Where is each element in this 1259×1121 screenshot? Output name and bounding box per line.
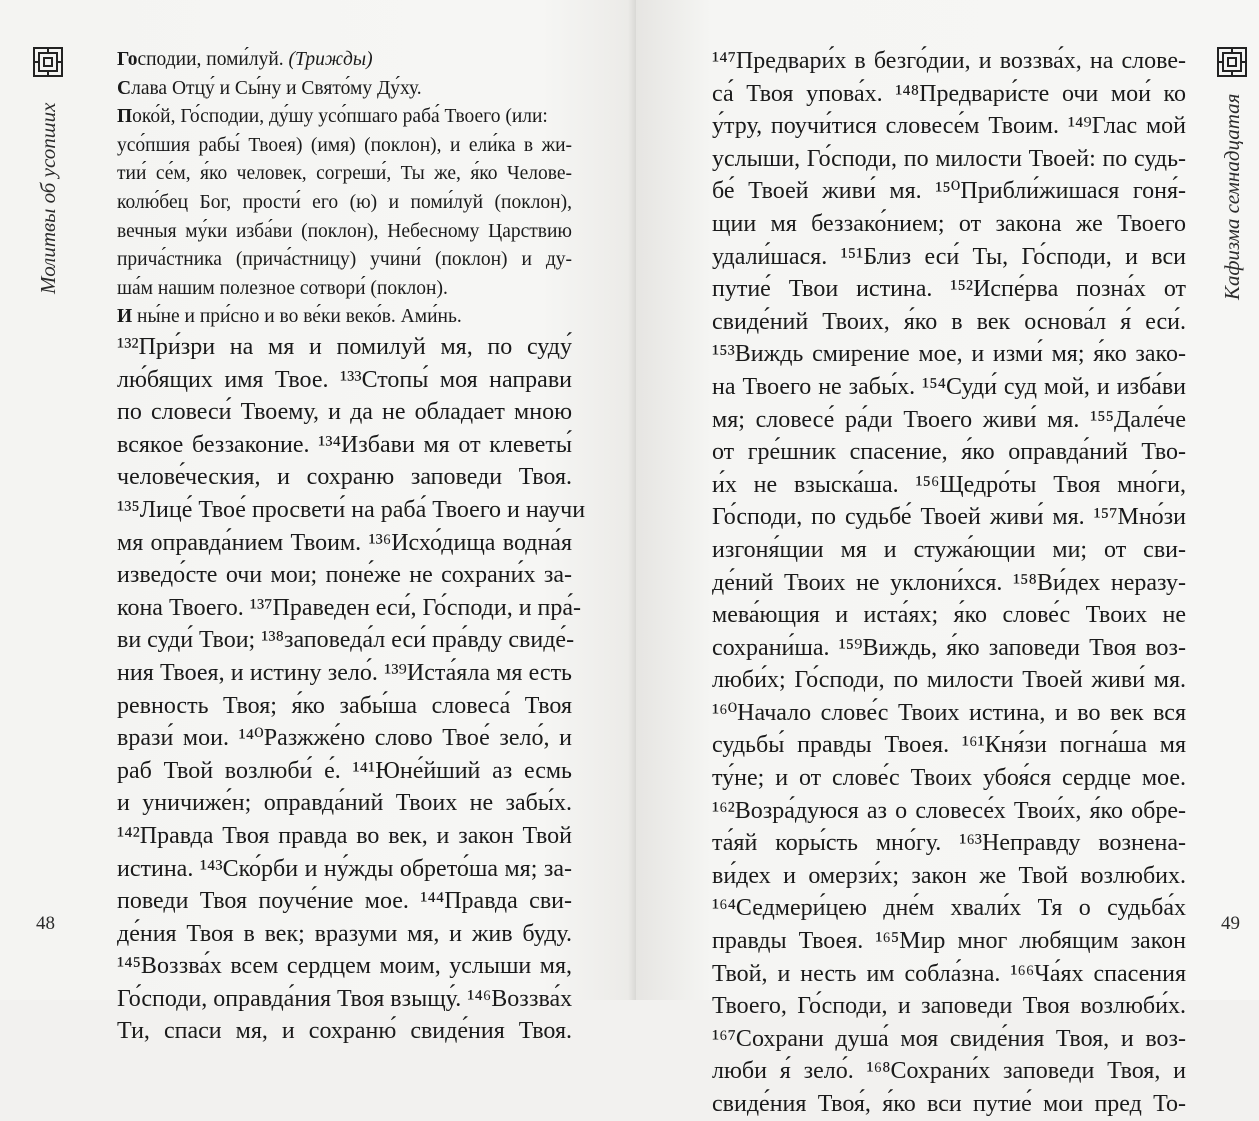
psalm-line: ¹⁶⁰Начало слове́с Твоих истина, и во век вся — [712, 699, 1186, 726]
page-number-left: 48 — [36, 913, 55, 934]
psalm-line: ¹⁴²Правда Твоя правда во век, и закон Твой — [117, 822, 572, 849]
psalm-line: ¹⁵³Виждь смирение мое, и изми́ мя; я́ко зако- — [712, 341, 1186, 368]
psalm-line: на Твоего не забы́х. ¹⁵⁴Суди́ суд мой, и изба́ви — [712, 373, 1186, 400]
running-head-right: Кафизма семнадцатая — [1220, 93, 1244, 300]
psalm-line: мева́ющия и иста́ях; я́ко слове́с Твоих не — [712, 602, 1186, 629]
psalm-line: та́яй коры́сть мно́гу. ¹⁶³Неправду вознена- — [712, 830, 1186, 857]
psalm-line: ¹⁴⁵Воззва́х всем сердцем моим, услыши мя, — [117, 953, 572, 980]
prayer-line-8: прича́стника (прича́стницу) учини́ (поклон) и ду- — [117, 249, 572, 271]
psalm-line: са́ Твоя упова́х. ¹⁴⁸Предвари́сте очи мои́ ко — [712, 80, 1186, 107]
prayer-line-10: И ны́не и при́сно и во ве́ки веко́в. Ами́нь. — [117, 306, 462, 328]
psalm-line: правды Твоея. ¹⁶⁵Мир мног любящим закон — [712, 928, 1186, 955]
psalm-line: челове́ческия, и сохраню заповеди Твоя. — [117, 464, 572, 491]
psalm-line: Ти, спаси мя, и сохраню́ свиде́ния Твоя. — [117, 1018, 572, 1045]
psalm-line: и́х не взыска́ша. ¹⁵⁶Щедро́ты Твоя мно́ги, — [712, 471, 1186, 498]
prayer-line-1: Господии, поми́луй. (Трижды) — [117, 49, 373, 70]
psalm-line: врази́ мои. ¹⁴⁰Разжже́но слово Твое́ зело́, и — [117, 725, 572, 752]
psalm-line: Го́споди, оправда́ния Твоя взыщу́. ¹⁴⁶Воззва́х — [117, 985, 573, 1012]
psalm-line: всякое беззаконие. ¹³⁴Избави мя от клеветы́ — [117, 431, 572, 458]
prayer-line-6: колю́бец Бог, прости́ его (ю) и поми́луй (поклон), — [117, 191, 572, 213]
psalm-line: ¹⁴⁷Предвари́х в безго́дии, и воззва́х, на слове- — [712, 48, 1186, 74]
psalm-line: ¹³⁵Лице́ Твое́ просвети́ на раба́ Твоего и научи — [117, 496, 586, 523]
psalm-line: и уничиже́н; оправда́ний Твоих не забы́х. — [117, 790, 572, 817]
psalm-line: изведо́сте очи мои; поне́же не сохрани́х за- — [117, 562, 572, 589]
psalm-line: судьбы́ правды Твоея. ¹⁶¹Кня́зи погна́ша мя — [712, 732, 1186, 759]
psalm-line: Твой, и несть им собла́зна. ¹⁶⁶Ча́ях спасения — [712, 960, 1186, 987]
psalm-line: мя оправда́нием Твоим. ¹³⁶Исхо́дища водна́я — [117, 529, 572, 556]
psalm-line: раб Твой возлюби́ е́. ¹⁴¹Юне́йший аз есмь — [117, 757, 572, 784]
prayer-line-9: ша́м нашим полезное сотвори́ (поклон). — [117, 277, 448, 299]
psalm-line: лю́бящих имя Твое. ¹³³Стопы́ моя направи — [117, 366, 572, 393]
prayer-block — [117, 46, 572, 332]
psalm-line: люби́х; Го́споди, по милости Твоей живи́ мя. — [712, 667, 1186, 694]
prayer-line-4: усо́пшия рабы́ Твоея) (имя) (поклон), и ели́ка в жи- — [117, 134, 572, 156]
ornament-icon — [1217, 47, 1247, 77]
running-head-left: Молитвы об усопших — [36, 102, 60, 294]
ornament-icon — [33, 47, 63, 77]
psalm-line: поведи Твоя поуче́ние мое. ¹⁴⁴Правда сви- — [117, 888, 572, 915]
psalm-text-left — [117, 331, 586, 1048]
psalm-line: бе́ Твоей живи́ мя. ¹⁵⁰Прибли́жишася гоня́- — [712, 178, 1186, 205]
psalm-line: сохрани́ша. ¹⁵⁹Виждь, я́ко заповеди Твоя воз- — [712, 634, 1186, 661]
psalm-line: ви суди́ Твои; ¹³⁸заповеда́л еси́ пра́вду свиде́- — [117, 627, 575, 654]
prayer-line-5: тии́ се́м, я́ко человек, согреши́, Ты же, я́ко Челове- — [117, 163, 572, 185]
psalm-line: удали́шася. ¹⁵¹Близ еси́ Ты, Го́споди, и вси — [712, 243, 1186, 270]
left-page — [0, 0, 636, 1045]
psalm-text-right — [712, 45, 1186, 1121]
psalm-line: свиде́ний Твоих, я́ко в век основа́л я́ еси́. — [712, 308, 1186, 335]
psalm-line: изгоня́щии мя и стужа́ющии ми; от сви- — [712, 536, 1186, 563]
psalm-line: ния Твоея, и истину зело́. ¹³⁹Иста́яла мя есть — [117, 659, 572, 686]
psalm-line: по словеси́ Твоему, и да не обладает мною — [117, 399, 572, 426]
psalm-line: мя; словесе́ ра́ди Твоего живи́ мя. ¹⁵⁵Дале́че — [712, 406, 1186, 433]
psalm-line: свиде́ния Твоя́, я́ко вси путие́ мои пред То- — [712, 1091, 1186, 1117]
psalm-line: кона Твоего. ¹³⁷Праведен еси́, Го́споди, и пра́- — [117, 594, 582, 621]
prayer-line-3: Поко́й, Го́сподии, ду́шу усо́пшаго раба́ Твоего (или: — [117, 106, 548, 128]
psalm-line: ¹³²При́зри на мя и помилуй мя, по суду́ — [117, 334, 572, 360]
psalm-line: ¹⁶²Возра́дуюся аз о словесе́х Твои́х, я́ко обре- — [712, 797, 1186, 824]
psalm-line: ту́не; и от слове́с Твоих убоя́ся сердце мое. — [712, 765, 1186, 792]
psalm-line: щии мя беззако́нием; от закона же Твоего — [712, 210, 1186, 237]
psalm-line: от гре́шник спасение, я́ко оправда́ний Тво- — [712, 439, 1186, 466]
psalm-line: ви́дех и омерзи́х; закон же Твой возлюбих. — [712, 862, 1186, 889]
psalm-line: Твоего, Го́споди, и заповеди Твоя возлюби́х. — [712, 993, 1186, 1020]
right-page — [636, 0, 1259, 1117]
psalm-line: ревность Твоя; я́ко забы́ша словеса́ Твоя — [117, 692, 572, 719]
prayer-line-7: вечныя му́ки изба́ви (поклон), Небесному Царствию — [117, 220, 572, 242]
psalm-line: услыши, Го́споди, по милости Твоей: по судь- — [712, 145, 1186, 172]
psalm-line: ¹⁶⁴Седмери́цею дне́м хвали́х Тя о судьба́х — [712, 895, 1186, 922]
psalm-line: путие́ Твои истина. ¹⁵²Испе́рва позна́х от — [712, 276, 1186, 303]
psalm-line: де́ния Твоя в век; вразуми мя, и жив буду. — [117, 920, 572, 947]
psalm-line: Го́споди, по судьбе́ Твоей живи́ мя. ¹⁵⁷Мно́зи — [712, 504, 1186, 531]
page-number-right: 49 — [1221, 913, 1240, 934]
psalm-line: де́ний Твоих не уклони́хся. ¹⁵⁸Ви́дех неразу- — [712, 569, 1186, 596]
psalm-line: истина. ¹⁴³Ско́рби и ну́жды обрето́ша мя; за- — [117, 855, 572, 882]
psalm-line: ¹⁶⁷Сохрани душа́ моя свиде́ния Твоя, и воз- — [712, 1025, 1186, 1052]
psalm-line: у́тру, поучи́тися словесе́м Твоим. ¹⁴⁹Глас мой — [712, 113, 1186, 140]
psalm-line: люби я́ зело́. ¹⁶⁸Сохрани́х заповеди Твоя, и — [712, 1058, 1186, 1085]
prayer-line-2: Слава Отцу́ и Сы́ну и Свято́му Ду́ху. — [117, 77, 422, 99]
